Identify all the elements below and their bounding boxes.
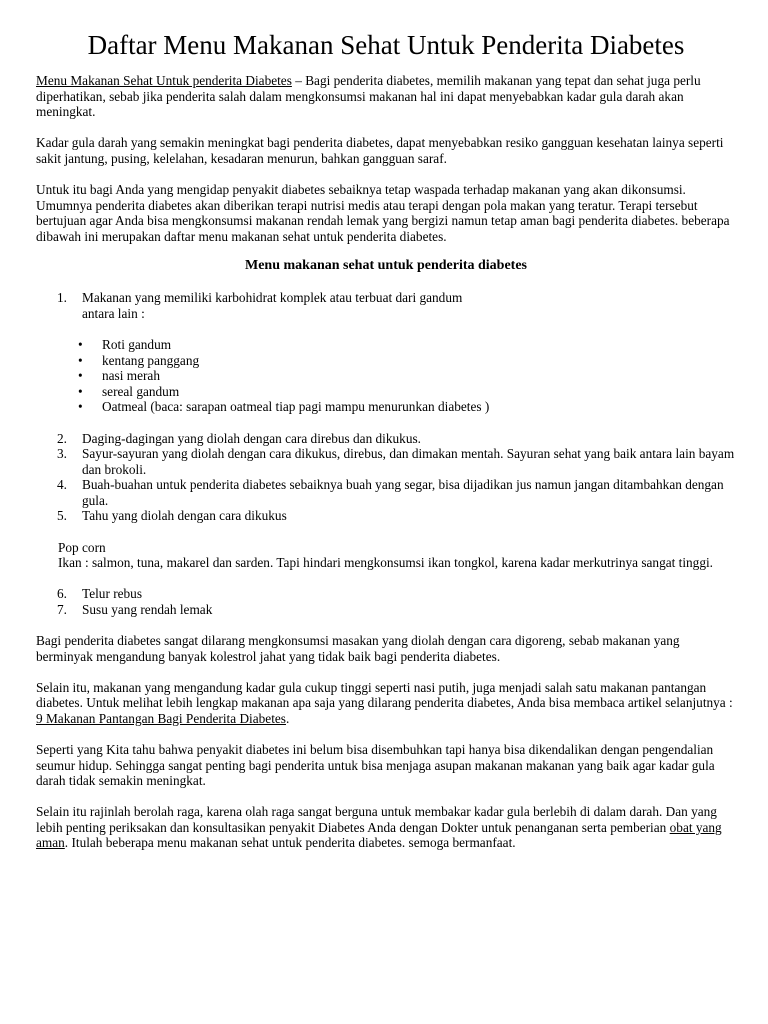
fish-line: Ikan : salmon, tuna, makarel dan sarden. Tapi hindari mengkonsumsi ikan tongkol, karena kadar merkutrinya sangat tinggi. [58, 555, 714, 571]
list-item [36, 477, 736, 508]
paragraph-therapy: Untuk itu bagi Anda yang mengidap penyakit diabetes sebaiknya tetap waspada terhadap makanan yang akan dikonsumsi. Umumnya penderita diabetes akan diberikan terapi nutrisi medis atau terapi dengan pola makan yang teratur. Terapi tersebut bertujuan agar Anda bisa mengkonsumsi makanan rendah lemak yang bergizi namun tetap aman bagi penderita diabetes. beberapa dibawah ini merupakan daftar menu makanan sehat untuk penderita diabetes. [36, 181, 730, 244]
grain-bullet-list [36, 337, 736, 415]
restrictions-text: Selain itu, makanan yang mengandung kadar gula cukup tinggi seperti nasi putih, juga menjadi salah satu makanan pantangan diabetes. Untuk melihat lebih lengkap makanan apa saja yang dilarang penderita diabetes, Anda bisa membaca artikel selanjutnya : [36, 679, 733, 711]
list-number: 6. [57, 586, 67, 602]
list-number: 2. [57, 430, 67, 446]
intro-link[interactable]: Menu Makanan Sehat Untuk penderita Diabetes [36, 73, 292, 88]
document-page [36, 30, 736, 851]
list-item-text: Susu yang rendah lemak [82, 601, 213, 617]
bullet-item [36, 384, 736, 400]
bullet-icon: • [78, 399, 83, 415]
list-item-text: Sayur-sayuran yang diolah dengan cara dikukus, direbus, dan dimakan mentah. Sayuran sehat yang baik antara lain bayam dan brokoli. [82, 446, 735, 477]
bullet-icon: • [78, 352, 83, 368]
section-heading: Menu makanan sehat untuk penderita diabetes [245, 258, 527, 274]
bullet-text: nasi merah [102, 368, 160, 384]
list-item [36, 446, 736, 477]
exercise-text: Selain itu rajinlah berolah raga, karena olah raga sangat berguna untuk membakar kadar gula berlebih di dalam darah. Dan yang lebih penting periksakan dan konsultasikan penyakit Diabetes Anda dengan Dokter untuk penanganan serta pemberian [36, 804, 717, 835]
restrictions-end: . [285, 710, 290, 726]
paragraph-risks: Kadar gula darah yang semakin meningkat bagi penderita diabetes, dapat menyebabkan resiko gangguan kesehatan lainya seperti sakit jantung, pusing, kelelahan, kesadaran menurun, bahkan gangguan saraf. [36, 135, 724, 166]
bullet-item [36, 368, 736, 384]
exercise-end: . Itulah beberapa menu makanan sehat untuk penderita diabetes. semoga bermanfaat. [64, 835, 516, 851]
paragraph-restrictions [36, 680, 736, 727]
list-item-text: Daging-dagingan yang diolah dengan cara direbus dan dikukus. [82, 430, 421, 446]
list-item-text: Makanan yang memiliki karbohidrat komplek atau terbuat dari gandum antara lain : [82, 290, 463, 321]
list-number: 1. [57, 290, 67, 306]
paragraph-fried-food: Bagi penderita diabetes sangat dilarang mengkonsumsi masakan yang diolah dengan cara digoreng, sebab makanan yang berminyak mengandung banyak kolestrol jahat yang tidak baik bagi penderita diabetes. [36, 632, 680, 664]
bullet-text: Oatmeal (baca: sarapan oatmeal tiap pagi mampu menurunkan diabetes ) [102, 399, 490, 415]
safe-medicine-link[interactable]: obat yang aman [36, 819, 722, 851]
list-item-text: Tahu yang diolah dengan cara dikukus [82, 508, 287, 524]
bullet-item [36, 353, 736, 369]
bullet-item [36, 399, 736, 415]
list-number: 3. [57, 446, 67, 462]
list-item-text: Telur rebus [82, 586, 142, 602]
page-title: Daftar Menu Makanan Sehat Untuk Penderita Diabetes [87, 30, 685, 60]
food-list-part1 [36, 290, 736, 321]
bullet-icon: • [78, 368, 83, 384]
list-item [36, 508, 736, 524]
bullet-icon: • [78, 337, 83, 353]
list-number: 5. [57, 508, 67, 524]
intro-text: – Bagi penderita diabetes, memilih makanan yang tepat dan sehat juga perlu diperhatikan, sebab jika penderita salah dalam mengkonsumsi makanan hal ini dapat menyebabkan kadar gula darah akan meningkat. [36, 73, 701, 120]
restrictions-article-link[interactable]: 9 Makanan Pantangan Bagi Penderita Diabetes [36, 710, 286, 726]
paragraph-control: Seperti yang Kita tahu bahwa penyakit diabetes ini belum bisa disembuhkan tapi hanya bisa dikendalikan dengan pengendalian seumur hidup. Sehingga sangat penting bagi penderita untuk bisa menjaga asupan makanan makanan yang baik agar kadar gula darah tidak semakin meningkat. [36, 741, 715, 789]
bullet-item [36, 337, 736, 353]
bullet-text: kentang panggang [102, 352, 200, 368]
intro-paragraph [36, 73, 736, 120]
list-item-text: Buah-buahan untuk penderita diabetes sebaiknya buah yang segar, bisa dijadikan jus namun jangan ditambahkan dengan gula. [82, 477, 724, 508]
bullet-icon: • [78, 383, 83, 399]
list-item [36, 602, 736, 618]
list-number: 4. [57, 477, 67, 493]
bullet-text: sereal gandum [102, 383, 180, 399]
popcorn-line: Pop corn [58, 539, 106, 555]
list-item [36, 586, 736, 602]
list-number: 7. [57, 601, 67, 617]
bullet-text: Roti gandum [102, 337, 172, 353]
food-list-part3 [36, 586, 736, 617]
paragraph-exercise [36, 804, 736, 851]
food-list-part2 [36, 431, 736, 525]
list-item [36, 431, 736, 447]
list-item [36, 290, 736, 321]
